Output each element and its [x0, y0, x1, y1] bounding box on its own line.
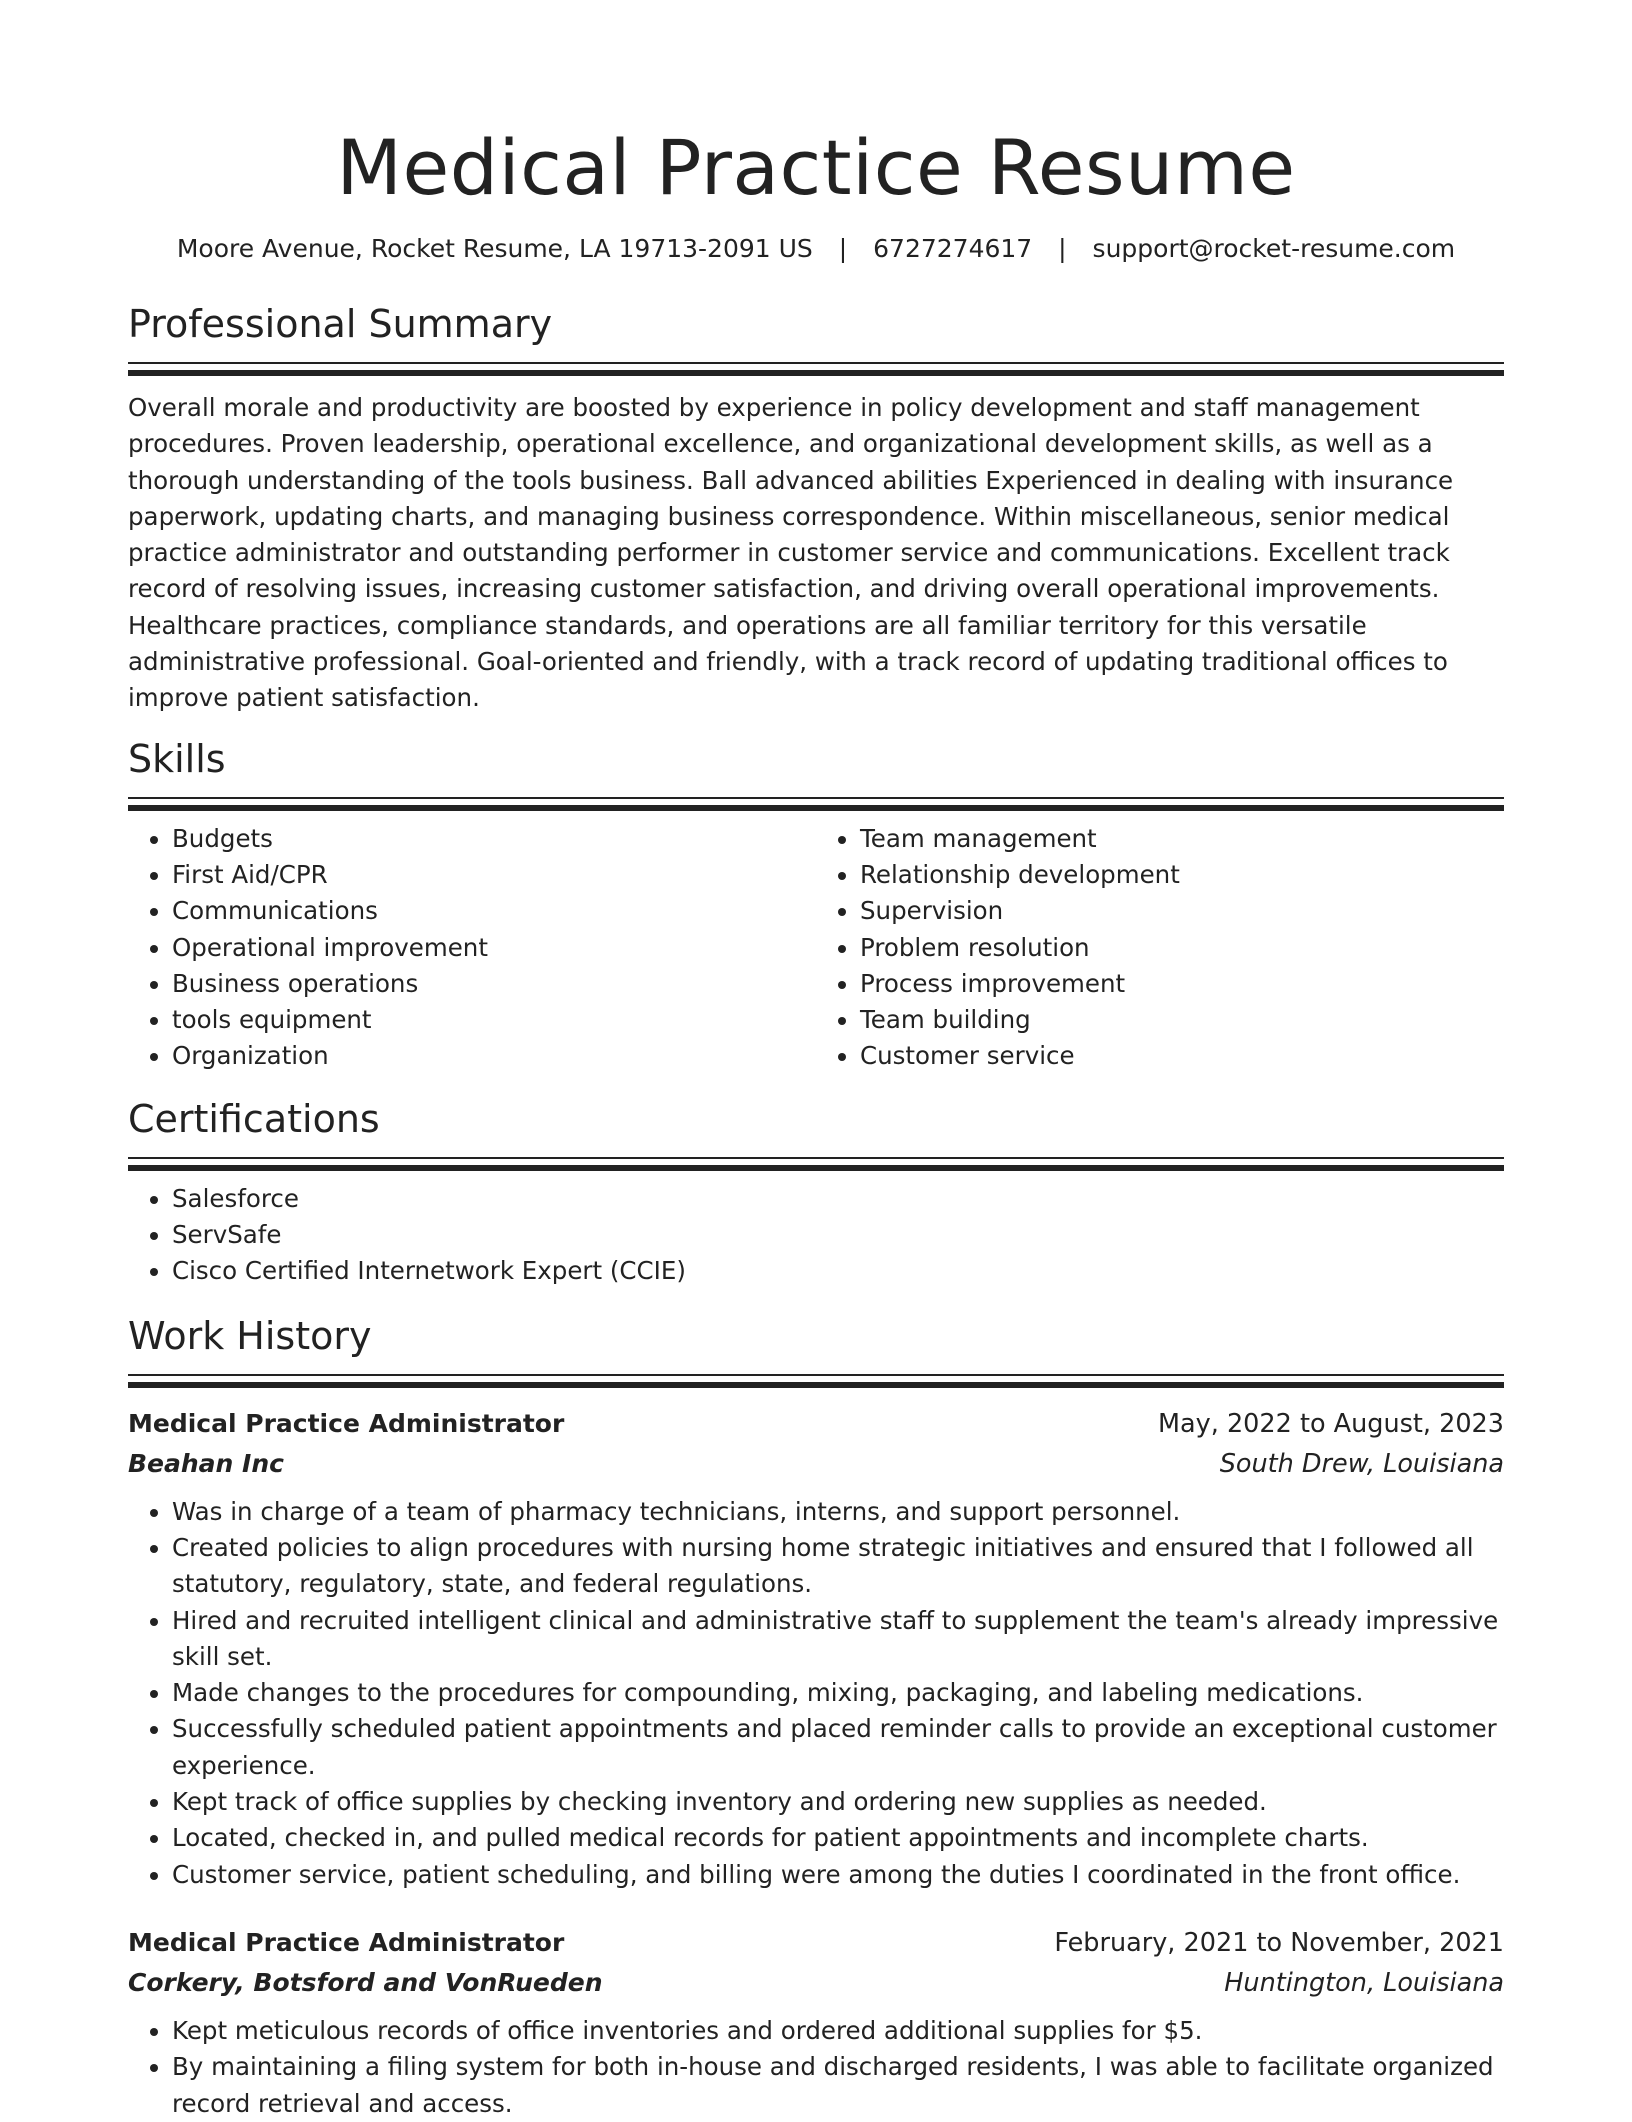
section-heading: Skills [128, 736, 226, 781]
job-duty-item: • Hired and recruited intelligent clinical and administrative staff to supplement the team's already impressive skill set. [172, 1603, 1504, 1676]
section-divider-thick [128, 1382, 1504, 1388]
skill-item: • Organization [172, 1038, 816, 1074]
job-company: Beahan Inc [128, 1448, 284, 1478]
contact-email: support@rocket-resume.com [1092, 234, 1456, 263]
certification-item: • ServSafe [172, 1217, 1504, 1253]
work-history-section [128, 1312, 1504, 2122]
job-duty-item: • Customer service, patient scheduling, and billing were among the duties I coordinated in the front office. [172, 1857, 1504, 1893]
skill-item: • Supervision [860, 893, 1504, 929]
contact-separator: | [1058, 234, 1067, 263]
job-duty-item: • Made changes to the procedures for compounding, mixing, packaging, and labeling medications. [172, 1675, 1504, 1711]
contact-line [128, 232, 1504, 266]
skills-list-left [128, 821, 816, 1075]
job-company-row [128, 1963, 1504, 2003]
skill-item: • Team building [860, 1002, 1504, 1038]
skill-item: • Problem resolution [860, 930, 1504, 966]
resume-title: Medical Practice Resume [336, 123, 1296, 212]
job-title: Medical Practice Administrator [128, 1408, 565, 1438]
skill-item: • Process improvement [860, 966, 1504, 1002]
certifications-list [128, 1181, 1504, 1290]
certifications-section [128, 1095, 1504, 1290]
job-title: Medical Practice Administrator [128, 1927, 565, 1957]
skill-item: • Relationship development [860, 857, 1504, 893]
job-location: South Drew, Louisiana [1219, 1448, 1504, 1479]
skill-item: • Customer service [860, 1038, 1504, 1074]
section-heading: Professional Summary [128, 302, 553, 346]
job-duty-item: • Kept track of office supplies by checking inventory and ordering new supplies as needed. [172, 1784, 1504, 1820]
job-duty-item: • Was in charge of a team of pharmacy technicians, interns, and support personnel. [172, 1494, 1504, 1530]
contact-separator: | [838, 234, 848, 263]
contact-phone: 6727274617 [873, 234, 1033, 263]
certification-item: • Cisco Certified Internetwork Expert (CCIE) [172, 1253, 1504, 1289]
section-divider-thick [128, 1165, 1504, 1171]
skills-list-right [816, 821, 1504, 1075]
job-duty-item: • Kept meticulous records of office inventories and ordered additional supplies for $5. [172, 2013, 1504, 2049]
job-duty-item: • Created policies to align procedures with nursing home strategic initiatives and ensured that I followed all statutory, regulatory, state, and federal regulations. [172, 1530, 1504, 1603]
skill-item: • Business operations [172, 966, 816, 1002]
job-dates: February, 2021 to November, 2021 [1054, 1927, 1504, 1958]
job-duty-item: • By maintaining a filing system for both in-house and discharged residents, I was able to facilitate organized record retrieval and access. [172, 2049, 1504, 2122]
section-divider [128, 1157, 1504, 1159]
skill-item: • Operational improvement [172, 930, 816, 966]
job-duties-list [128, 2013, 1504, 2122]
certification-item: • Salesforce [172, 1181, 1504, 1217]
skill-item: • First Aid/CPR [172, 857, 816, 893]
skills-section [128, 735, 1504, 1075]
job-header-row [128, 1923, 1504, 1963]
job-duty-item: • Located, checked in, and pulled medical records for patient appointments and incomplete charts. [172, 1820, 1504, 1856]
section-heading: Certifications [128, 1096, 380, 1141]
skills-grid [128, 821, 1504, 1075]
job-duty-item: • Successfully scheduled patient appointments and placed reminder calls to provide an exceptional customer experience. [172, 1711, 1504, 1784]
job-location: Huntington, Louisiana [1224, 1967, 1504, 1998]
skill-item: • Budgets [172, 821, 816, 857]
job-header-row [128, 1404, 1504, 1444]
summary-text: Overall morale and productivity are boosted by experience in policy development and staff management procedures. Proven leadership, operational excellence, and organizational development skills, as well as a thorough understanding of the tools business. Ball advanced abilities Experienced in dealing with insurance paperwork, updating charts, and managing business correspondence. Within miscellaneous, senior medical practice administrator and outstanding performer in customer service and communications. Excellent track record of resolving issues, increasing customer satisfaction, and driving overall operational improvements. Healthcare practices, compliance standards, and operations are all familiar territory for this versatile administrative professional. Goal-oriented and friendly, with a track record of updating traditional offices to improve patient satisfaction. [128, 393, 1454, 713]
skill-item: • tools equipment [172, 1002, 816, 1038]
job-duties-list [128, 1494, 1504, 1893]
skill-item: • Team management [860, 821, 1504, 857]
section-divider-thick [128, 370, 1504, 376]
section-divider [128, 797, 1504, 799]
job-entry [128, 1404, 1504, 1893]
job-company-row [128, 1444, 1504, 1484]
section-heading: Work History [128, 1313, 372, 1358]
summary-section [128, 300, 1504, 717]
job-entry [128, 1923, 1504, 2122]
job-company: Corkery, Botsford and VonRueden [128, 1967, 603, 1997]
section-divider-thick [128, 805, 1504, 811]
skill-item: • Communications [172, 893, 816, 929]
section-divider [128, 1374, 1504, 1376]
section-divider [128, 362, 1504, 364]
contact-address: Moore Avenue, Rocket Resume, LA 19713-2091 US [176, 234, 813, 263]
job-dates: May, 2022 to August, 2023 [1158, 1408, 1504, 1439]
